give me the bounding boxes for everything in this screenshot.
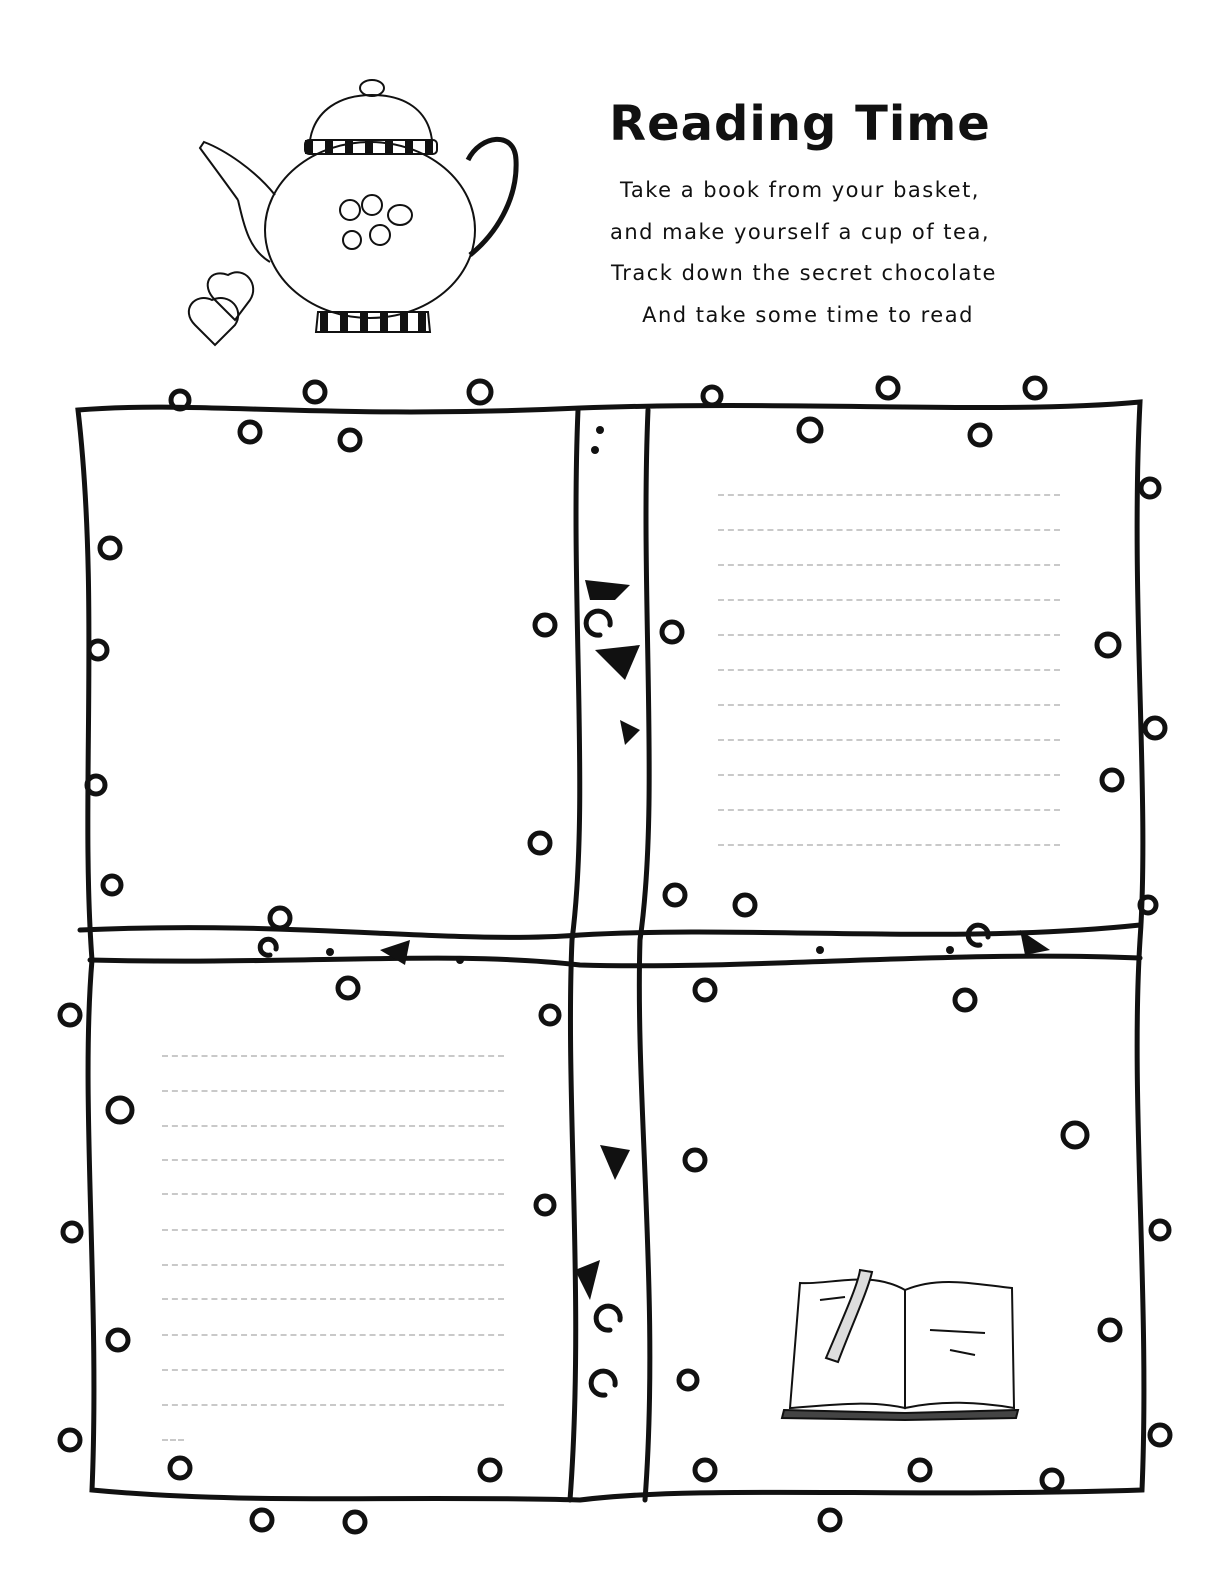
writing-line [718, 809, 1060, 811]
writing-line [718, 634, 1060, 636]
writing-line [162, 1193, 504, 1195]
poem-line-3: Track down the secret chocolate [611, 261, 997, 285]
writing-line [718, 494, 1060, 496]
poem-line-1: Take a book from your basket, [620, 178, 980, 202]
writing-line [162, 1125, 504, 1127]
writing-line [162, 1404, 504, 1406]
writing-line [718, 844, 1060, 846]
writing-line [162, 1090, 504, 1092]
writing-line [162, 1264, 504, 1266]
poem-line-2: and make yourself a cup of tea, [609, 220, 991, 244]
writing-line [718, 739, 1060, 741]
panel-top-left-drawing-area[interactable] [110, 440, 550, 900]
panel-top-right-writing-lines[interactable] [718, 494, 1060, 854]
writing-line [718, 774, 1060, 776]
panel-bottom-left-writing-lines[interactable] [162, 1055, 504, 1440]
poem-line-4: And take some time to read [642, 303, 974, 327]
writing-line [162, 1159, 504, 1161]
writing-line [718, 564, 1060, 566]
writing-line [718, 669, 1060, 671]
writing-line [162, 1055, 504, 1057]
writing-line [718, 529, 1060, 531]
writing-line-stub [162, 1439, 184, 1441]
page-title: Reading Time [609, 96, 991, 152]
writing-line [162, 1229, 504, 1231]
writing-line [718, 704, 1060, 706]
writing-line [162, 1298, 504, 1300]
writing-line [162, 1334, 504, 1336]
writing-line [718, 599, 1060, 601]
writing-line [162, 1369, 504, 1371]
